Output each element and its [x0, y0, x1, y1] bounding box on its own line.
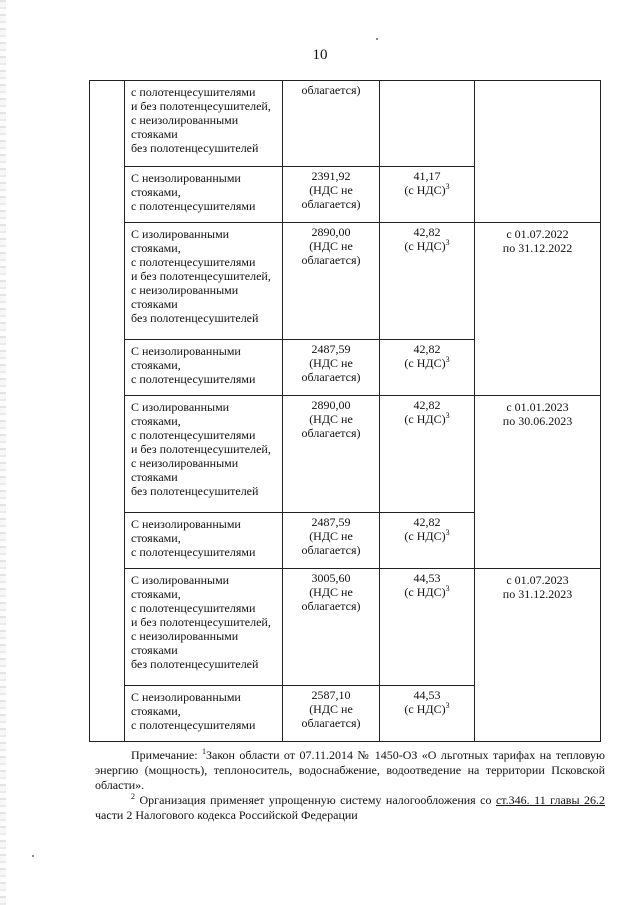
description-cell: С изолированными стояками, с полотенцесушителями и без полотенцесушителей, с неизолированными стояками без полотенцесушителей [125, 569, 283, 686]
description-cell: С изолированными стояками, с полотенцесушителями и без полотенцесушителей, с неизолированными стояками без полотенцесушителей [125, 223, 283, 340]
footnotes [95, 748, 605, 823]
price-cell: 2890,00 (НДС не облагается) [283, 223, 380, 340]
period-cell: с 01.07.2023 по 31.12.2023 [475, 569, 601, 742]
rate-cell: 42,82 (с НДС)$^3$ [380, 340, 475, 396]
table-row [90, 569, 601, 686]
period-cell [475, 81, 601, 223]
page-number: 10 [312, 47, 328, 63]
tariff-table [89, 80, 601, 742]
rate-cell: 44,53 (с НДС)$^3$ [380, 569, 475, 686]
footnote-2: $^2$ Организация применяет упрощенную систему налогообложения со ст.346. 11 главы 26.2 части 2 Налогового кодекса Российской Федерации [95, 792, 606, 822]
rate-cell: 42,82 (с НДС)$^3$ [380, 396, 475, 513]
description-cell: С неизолированными стояками, с полотенцесушителями [125, 513, 283, 569]
table-row [90, 223, 601, 340]
price-cell: 2890,00 (НДС не облагается) [283, 396, 380, 513]
price-cell: 2587,10 (НДС не облагается) [283, 686, 380, 742]
description-cell: С неизолированными стояками, с полотенцесушителями [125, 686, 283, 742]
description-cell: С неизолированными стояками, с полотенцесушителями [125, 340, 283, 396]
description-cell: С неизолированными стояками, с полотенцесушителями [125, 167, 283, 223]
price-cell: облагается) [283, 81, 380, 167]
rate-cell: 41,17 (с НДС)$^3$ [380, 167, 475, 223]
description-cell: С изолированными стояками, с полотенцесушителями и без полотенцесушителей, с неизолированными стояками без полотенцесушителей [125, 396, 283, 513]
rate-cell [380, 81, 475, 167]
price-cell: 2487,59 (НДС не облагается) [283, 513, 380, 569]
period-cell: с 01.01.2023 по 30.06.2023 [475, 396, 601, 569]
table-row [90, 396, 601, 513]
scan-edge-artifact [0, 0, 6, 905]
row-number-cell [90, 81, 125, 742]
rate-cell: 44,53 (с НДС)$^3$ [380, 686, 475, 742]
rate-cell: 42,82 (с НДС)$^3$ [380, 223, 475, 340]
footnote-1: Примечание: $^1$Закон области от 07.11.2014 № 1450-ОЗ «О льготных тарифах на тепловую энергию (мощность), теплоноситель, водоснабжение, водоотведение на территории Псковской области». [95, 747, 605, 792]
price-cell: 3005,60 (НДС не облагается) [283, 569, 380, 686]
table-row [90, 81, 601, 167]
legal-reference-link[interactable]: ст.346. 11 главы 26.2 [495, 793, 606, 807]
period-cell: с 01.07.2022 по 31.12.2022 [475, 223, 601, 396]
rate-cell: 42,82 (с НДС)$^3$ [380, 513, 475, 569]
scan-speck [376, 38, 378, 40]
price-cell: 2391,92 (НДС не облагается) [283, 167, 380, 223]
description-cell: с полотенцесушителями и без полотенцесушителей, с неизолированными стояками без полотенцесушителей [125, 81, 283, 167]
scan-speck [32, 855, 34, 857]
price-cell: 2487,59 (НДС не облагается) [283, 340, 380, 396]
